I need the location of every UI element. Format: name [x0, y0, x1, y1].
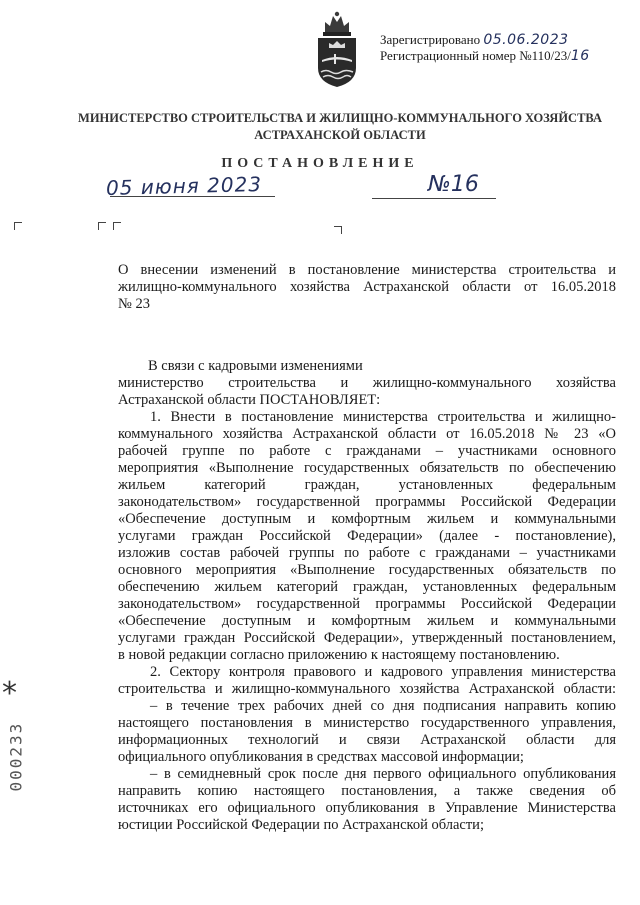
body-line: источниках его официального опубликования в Управление Министерства [118, 800, 616, 816]
body-line: изложив состав рабочей группы по работе с гражданами – участниками [118, 545, 616, 561]
registered-date: 05.06.2023 [483, 32, 569, 48]
body-line: – в семидневный срок после дня первого официального опубликования [150, 766, 616, 782]
margin-serial-code: 000233 [6, 721, 26, 792]
body-line: 1. Внести в постановление министерства строительства и жилищно- [150, 409, 616, 425]
body-line: Астраханской области ПОСТАНОВЛЯЕТ: [118, 392, 381, 408]
body-line: направить копию настоящего постановления, а также сведения об [118, 783, 616, 799]
body-line: юстиции Российской Федерации по Астраханской области; [118, 817, 484, 833]
body-line: коммунального хозяйства Астраханской области от 16.05.2018 № 23 «О [118, 426, 616, 442]
body-line: строительства и жилищно-коммунального хозяйства Астраханской области: [118, 681, 616, 697]
reg-number-label: Регистрационный номер №110/23/ [380, 48, 571, 63]
body-line: настоящего постановления в министерство государственного управления, [118, 715, 616, 731]
reg-number-suffix: 16 [570, 48, 590, 64]
ministry-name-line1: МИНИСТЕРСТВО СТРОИТЕЛЬСТВА И ЖИЛИЩНО-КОММУНАЛЬНОГО ХОЗЯЙСТВА [78, 111, 602, 125]
body-line: – в течение трех рабочих дней со дня подписания направить копию [150, 698, 616, 714]
decree-number-handwritten: №16 [428, 172, 479, 197]
registration-block [380, 32, 590, 64]
reg-number-line [380, 48, 590, 64]
document-type-title: ПОСТАНОВЛЕНИЕ [221, 156, 419, 171]
body-line: министерство строительства и жилищно-коммунального хозяйства [118, 375, 616, 391]
body-line: мероприятия «Выполнение государственных обязательств по обеспечению [118, 460, 616, 476]
corner-mark-left [14, 222, 22, 230]
body-line: В связи с кадровыми изменениями [148, 358, 363, 374]
registration-line [380, 32, 590, 48]
body-line: в новой редакции согласно приложению к настоящему постановлению. [118, 647, 560, 663]
registered-label: Зарегистрировано [380, 32, 481, 47]
decree-subject [118, 262, 616, 313]
body-line: услугами граждан Российской Федерации», утвержденный постановлением, [118, 630, 616, 646]
body-line: законодательством» государственной программы Российской Федерации [118, 596, 616, 612]
number-underline [372, 198, 496, 199]
ministry-header [60, 110, 620, 144]
body-line: рабочей группе по работе с гражданами – участниками основного [118, 443, 616, 459]
body-line: «Обеспечение доступным и комфортным жильем и коммунальными [118, 613, 616, 629]
corner-mark-subject-left-inner [113, 222, 121, 230]
date-underline [110, 196, 275, 197]
subject-line: О внесении изменений в постановление министерства строительства и [118, 262, 616, 278]
body-line: «Обеспечение доступным и комфортным жильем и коммунальными [118, 511, 616, 527]
decree-date-handwritten: 05 июня 2023 [105, 171, 263, 201]
astrakhan-coat-of-arms-emblem [312, 10, 362, 88]
body-line: информационных технологий и связи Астраханской области для [118, 732, 616, 748]
corner-mark-subject-right [334, 226, 342, 234]
body-line: услугами граждан Российской Федерации» (далее - постановление), [118, 528, 616, 544]
body-line: обеспечению жильем категорий граждан, установленных федеральным [118, 579, 616, 595]
decree-body [118, 358, 616, 834]
ministry-name-line2: АСТРАХАНСКОЙ ОБЛАСТИ [254, 128, 426, 142]
subject-line: жилищно-коммунального хозяйства Астраханской области от 16.05.2018 [118, 279, 616, 295]
corner-mark-subject-left [98, 222, 106, 230]
body-line: 2. Сектору контроля правового и кадрового управления министерства [150, 664, 616, 680]
body-line: основного мероприятия «Выполнение государственных обязательств по [118, 562, 616, 578]
body-line: жильем категорий граждан, установленных федеральным [118, 477, 616, 493]
body-line: законодательством» государственной программы Российской Федерации [118, 494, 616, 510]
body-line: официального опубликования в средствах массовой информации; [118, 749, 524, 765]
subject-line: № 23 [118, 296, 150, 312]
margin-star-mark: * [2, 676, 17, 711]
